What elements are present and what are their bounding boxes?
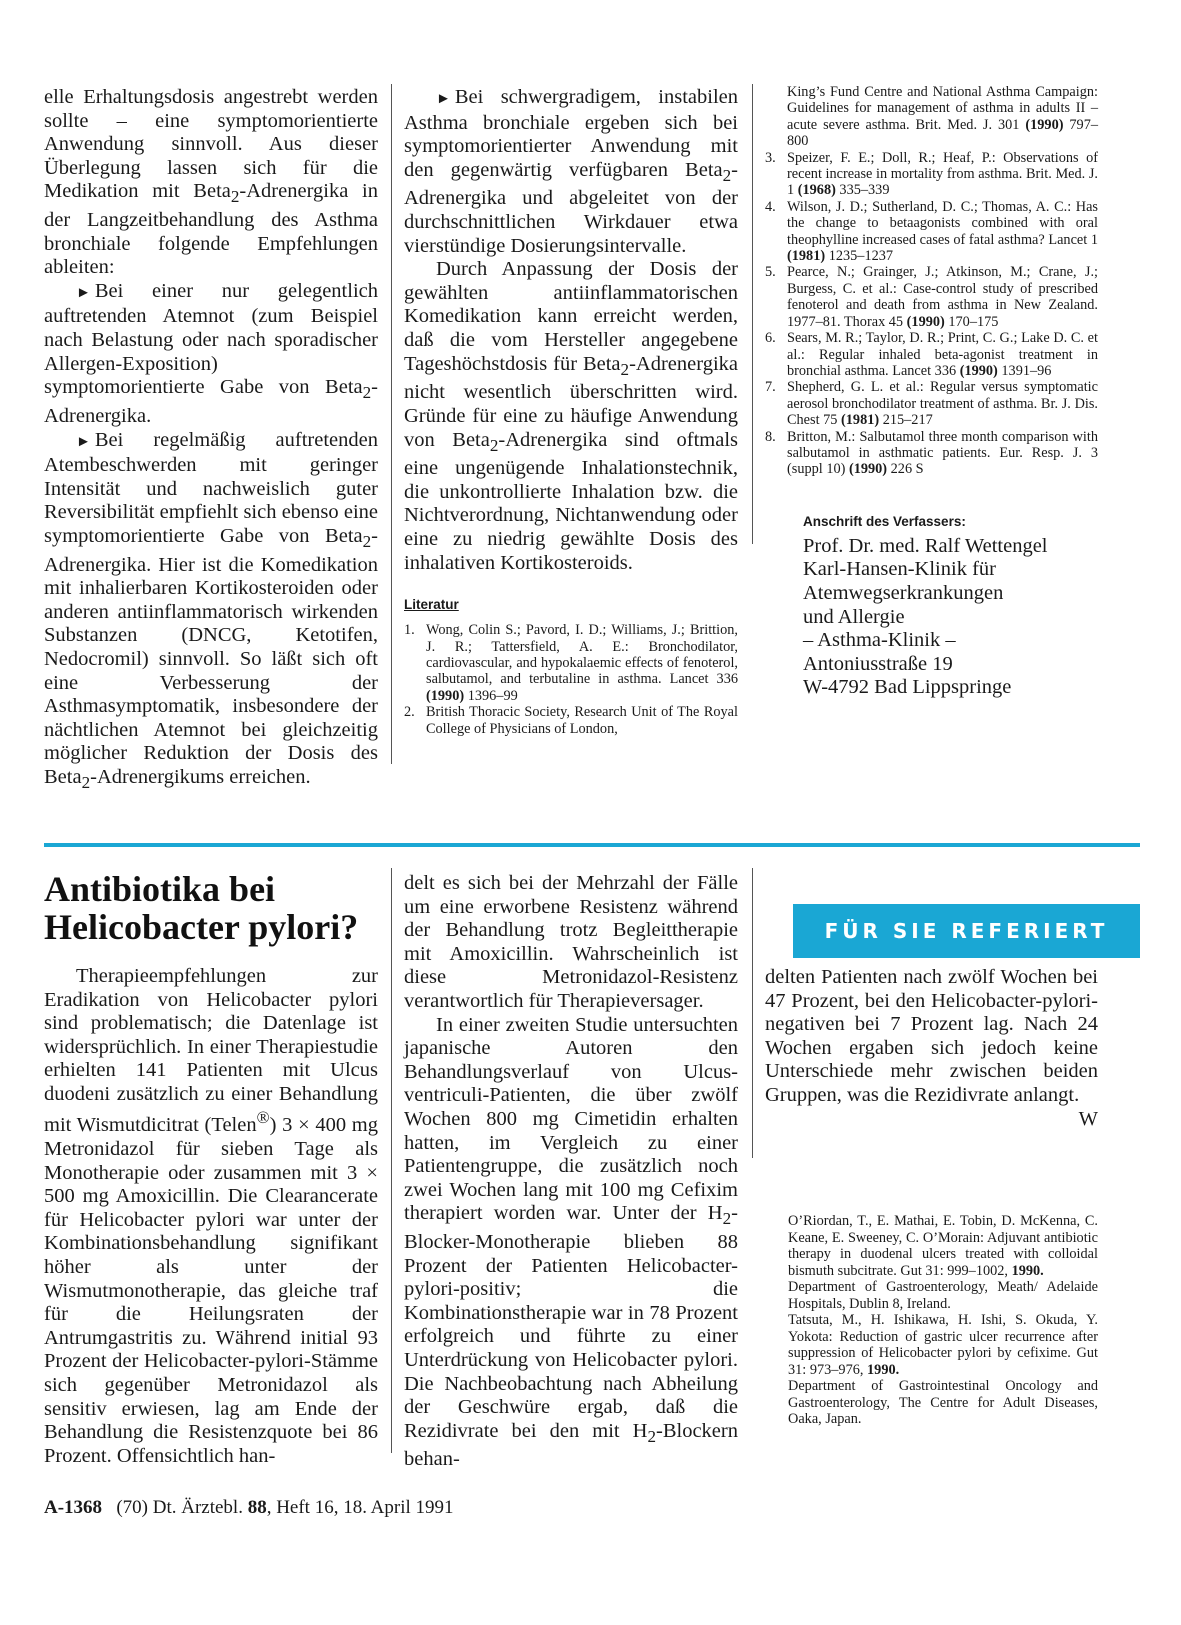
reference-item bbox=[765, 84, 1098, 150]
literatur-heading: Literatur bbox=[404, 597, 459, 613]
bullet-arrow-icon: ► bbox=[76, 433, 91, 450]
paragraph-text: elle Erhaltungsdosis angestrebt werden sollte – eine symptomorientierte Anwendung sinnvoll. Aus dieser Überlegung lassen sich für die Medikation mit Beta$_2$-Adrenergika in der Langzeitbehandlung des Asthma bronchiale folgende Empfehlungen ableiten: bbox=[44, 86, 378, 279]
bottom-column-2 bbox=[404, 872, 738, 1471]
reference-number: 3. bbox=[765, 149, 776, 166]
footer-prefix: (70) Dt. Ärztebl. bbox=[116, 1497, 248, 1518]
footer-suffix: , Heft 16, 18. April 1991 bbox=[266, 1497, 454, 1518]
reference-item bbox=[765, 379, 1098, 428]
address-line: und Allergie bbox=[803, 605, 905, 628]
bullet-arrow-icon: ► bbox=[76, 284, 91, 301]
top-column-1 bbox=[44, 86, 378, 792]
paragraph-text: delt es sich bei der Mehrzahl der Fälle um eine erworbene Resistenz während der Behandlung trotz Begleittherapie mit Amoxicillin. Wahrscheinlich ist diese Metronidazol-Resistenz verantwortlich für Therapieversager. bbox=[404, 872, 738, 1012]
paragraph bbox=[44, 86, 378, 280]
column-divider bbox=[391, 868, 392, 1453]
author-address bbox=[765, 514, 1098, 700]
reference-number: 1. bbox=[404, 622, 415, 639]
paragraph-text: Durch Anpassung der Dosis der gewählten antiinflammatorischen Komedikation kann erreicht werden, daß die vom Hersteller angegebene Tageshöchstdosis für Beta$_2$-Adrenergika nicht wesentlich überschritten wird. Gründe für eine zu häufige Anwendung von Beta$_2$-Adrenergika sind oftmals eine ungenügende Inhalationstechnik, die unkontrollierte Inhalation bzw. die Nichtverordnung, Nichtanwendung oder eine zu niedrig gewählte Dosis des inhalativen Kortikosteroids. bbox=[404, 258, 738, 574]
top-column-2 bbox=[404, 86, 738, 766]
column-3-text: delten Patienten nach zwölf Wochen bei 47 Prozent, bei den Helicobacter-pylori-negativen bei 7 Prozent lag. Nach 24 Wochen ergaben sich jedoch keine Unterschiede mehr zwischen beiden Gruppen, was die Rezidivrate anlangt. bbox=[765, 966, 1098, 1106]
address-heading: Anschrift des Verfassers: bbox=[803, 513, 966, 529]
author-signature: W bbox=[1078, 1107, 1098, 1130]
paragraph-text: Bei regelmäßig auftretenden Atembeschwerden mit geringer Intensität und nachweislich guter Reversibilität empfiehlt sich ebenso eine symptomorientierte Gabe von Beta$_2$-Adrenergika. Hier ist die Komedikation mit inhalierbaren Kortikosteroiden oder anderen antiinflammatorisch wirkenden Substanzen (DNCG, Ketotifen, Nedocromil) sinnvoll. So läßt sich oft eine Verbesserung der Asthmasymptomatik, insbesondere der nächtlichen Atemnot bei gleichzeitig möglicher Reduktion der Dosis des Beta$_2$-Adrenergikums erreichen. bbox=[44, 428, 378, 792]
reference-number: 2. bbox=[404, 704, 415, 721]
page-id: A-1368 bbox=[44, 1497, 103, 1518]
reference-number: 5. bbox=[765, 264, 776, 281]
reference-item bbox=[765, 330, 1098, 379]
paragraph-text: Bei einer nur gelegentlich auftretenden Atemnot (zum Beispiel nach Belastung oder nach sporadischer Allergen-Exposition) symptomorientierte Gabe von Beta$_2$-Adrenergika. bbox=[44, 279, 378, 427]
column-divider bbox=[752, 84, 753, 544]
top-column-2-body bbox=[404, 86, 738, 575]
bottom-column-3 bbox=[765, 966, 1098, 1156]
address-line: – Asthma-Klinik – bbox=[803, 629, 956, 652]
address-line: W-4792 Bad Lippspringe bbox=[803, 676, 1012, 699]
reference-item bbox=[765, 264, 1098, 330]
reference-number: 7. bbox=[765, 379, 776, 396]
column-divider bbox=[752, 868, 753, 1158]
paragraph bbox=[404, 86, 738, 258]
reference-text: Britton, M.: Salbutamol three month comparison with salbutamol in asthmatic patients. Eur. Resp. J. 3 (suppl 10) (1990) 226 S bbox=[787, 428, 1098, 478]
citation-entry: Department of Gastrointestinal Oncology and Gastroenterology, The Centre for Adult Diseases, Oaka, Japan. bbox=[788, 1378, 1098, 1427]
reference-text: British Thoracic Society, Research Unit of The Royal College of Physicians of London, bbox=[426, 704, 738, 737]
paragraph bbox=[404, 258, 738, 575]
section-banner bbox=[793, 904, 1140, 958]
reference-number: 8. bbox=[765, 428, 776, 445]
article-title-line-2: Helicobacter pylori? bbox=[44, 907, 359, 947]
bottom-column-1-body bbox=[44, 965, 378, 1468]
address-line: Karl-Hansen-Klinik für bbox=[803, 558, 996, 581]
reference-list-part-2 bbox=[765, 84, 1098, 478]
reference-item bbox=[765, 199, 1098, 265]
reference-text: Shepherd, G. L. et al.: Regular versus symptomatic aerosol bronchodilator treatment of asthma. Br. J. Dis. Chest 75 (1981) 215–217 bbox=[787, 379, 1098, 429]
reference-item bbox=[404, 704, 738, 737]
reference-number bbox=[765, 84, 787, 150]
reference-item bbox=[404, 622, 738, 704]
reference-number: 4. bbox=[765, 198, 776, 215]
paragraph bbox=[404, 1014, 738, 1472]
reference-text: Pearce, N.; Grainger, J.; Atkinson, M.; Crane, J.; Burgess, C. et al.: Case-control study of prescribed fenoterol and death from asthma in New Zealand. 1977–81. Thorax 45 (1990) 170–175 bbox=[787, 264, 1098, 330]
bottom-column-1 bbox=[44, 870, 378, 1470]
paragraph-text: Therapieempfehlungen zur Eradikation von Helicobacter pylori sind problematisch; die Datenlage ist widersprüchlich. In einer Therapiestudie erhielten 141 Patienten mit Ulcus duodeni zusätzlich zu einer Behandlung mit Wismutdicitrat (Telen®) 3 × 400 mg Metronidazol für sieben Tage als Monotherapie oder zusammen mit 3 × 500 mg Amoxicillin. Die Clearancerate für Helicobacter pylori war unter der Kombinationsbehandlung signifikant höher als unter der Wismutmonotherapie, das gleiche traf für die Heilungsraten der Antrumgastritis zu. Während initial 93 Prozent der Helicobacter-pylori-Stämme sich gegenüber Metronidazol als sensitiv erwiesen, lag am Ende der Behandlung die Resistenzquote bei 86 Prozent. Offensichtlich han- bbox=[44, 965, 378, 1467]
article-title bbox=[44, 870, 378, 946]
paragraph-text: Bei schwergradigem, instabilen Asthma bronchiale ergeben sich bei symptomorientierter Anwendung mit den gegenwärtig verfügbaren Beta$_2$-Adrenergika und abgeleitet von der durchschnittlichen Wirkdauer etwa vierstündige Dosierungsintervalle. bbox=[404, 86, 738, 257]
citation-entry: O’Riordan, T., E. Mathai, E. Tobin, D. McKenna, C. Keane, E. Sweeney, C. O’Morain: Adjuvant antibiotic therapy in duodenal ulcers treated with colloidal bismuth subcitrate. Gut 31: 999–1002, 1990. bbox=[788, 1213, 1098, 1279]
address-line: Antoniusstraße 19 bbox=[803, 652, 953, 675]
reference-text: Wilson, J. D.; Sutherland, D. C.; Thomas, A. C.: Has the change to betaagonists combined with oral theophylline increased cases of fatal asthma? Lancet 1 (1981) 1235–1237 bbox=[787, 198, 1098, 265]
address-line: Prof. Dr. med. Ralf Wettengel bbox=[803, 534, 1048, 557]
address-lines bbox=[803, 535, 1098, 700]
reference-list-part-1 bbox=[404, 622, 738, 737]
article-title-line-1: Antibiotika bei bbox=[44, 869, 276, 909]
citation-entry: Department of Gastroenterology, Meath/ Adelaide Hospitals, Dublin 8, Ireland. bbox=[788, 1279, 1098, 1312]
banner-label: FÜR SIE REFERIERT bbox=[824, 919, 1109, 943]
reference-item bbox=[765, 429, 1098, 478]
reference-text: Sears, M. R.; Taylor, D. R.; Print, C. G.; Lake D. C. et al.: Regular inhaled beta-agonist treatment in bronchial asthma. Lancet 336 (1990) 1391–96 bbox=[787, 330, 1098, 379]
paragraph bbox=[404, 872, 738, 1014]
paragraph bbox=[44, 429, 378, 795]
reference-text: King’s Fund Centre and National Asthma Campaign: Guidelines for management of asthma in adults II – acute severe asthma. Brit. Med. J. 301 (1990) 797–800 bbox=[787, 84, 1098, 150]
source-citations bbox=[788, 1213, 1098, 1483]
reference-number: 6. bbox=[765, 330, 776, 347]
paragraph-text: In einer zweiten Studie untersuchten japanische Autoren den Behandlungsverlauf von Ulcus-ventriculi-Patienten, die über zwölf Wochen 800 mg Cimetidin erhalten hatten, im Vergleich zu einer Patientengruppe, die zusätzlich noch zwei Wochen lang mit 100 mg Cefixim therapiert worden war. Unter der $H_2-Blocker$-Monotherapie blieben 88 Prozent der Patienten Helicobacter-pylori-positiv; die Kombinationstherapie war in 78 Prozent erfolgreich und führte zu einer Unterdrückung von Helicobacter pylori. Die Nachbeobachtung nach Abheilung der Geschwüre ergab, daß die Rezidivrate bei den mit $H_2$-Blockern behan- bbox=[404, 1013, 738, 1471]
bullet-arrow-icon: ► bbox=[436, 91, 451, 107]
address-line: Atemwegserkrankungen bbox=[803, 581, 1004, 604]
section-separator bbox=[44, 843, 1140, 847]
footer-volume: 88 bbox=[247, 1497, 267, 1518]
reference-text: Speizer, F. E.; Doll, R.; Heaf, P.: Observations of recent increase in mortality from asthma. Brit. Med. J. 1 (1968) 335–339 bbox=[787, 149, 1098, 199]
citation-entry: Tatsuta, M., H. Ishikawa, H. Ishi, S. Okuda, Y. Yokota: Reduction of gastric ulcer recurrence after suppression of Helicobacter pylori by cefixime. Gut 31: 973–976, 1990. bbox=[788, 1312, 1098, 1378]
paragraph bbox=[44, 280, 378, 429]
top-column-3 bbox=[765, 84, 1098, 774]
reference-item bbox=[765, 150, 1098, 199]
reference-text: Wong, Colin S.; Pavord, I. D.; Williams, J.; Brittion, J. R.; Tattersfield, A. E.: Bronchodilator, cardiovascular, and hypokalaemic effects of fenoterol, salbutamol, and terbutaline in asthma. Lancet 336 (1990) 1396–99 bbox=[426, 622, 738, 704]
column-divider bbox=[391, 84, 392, 764]
paragraph bbox=[44, 965, 378, 1468]
page-footer bbox=[44, 1497, 454, 1519]
